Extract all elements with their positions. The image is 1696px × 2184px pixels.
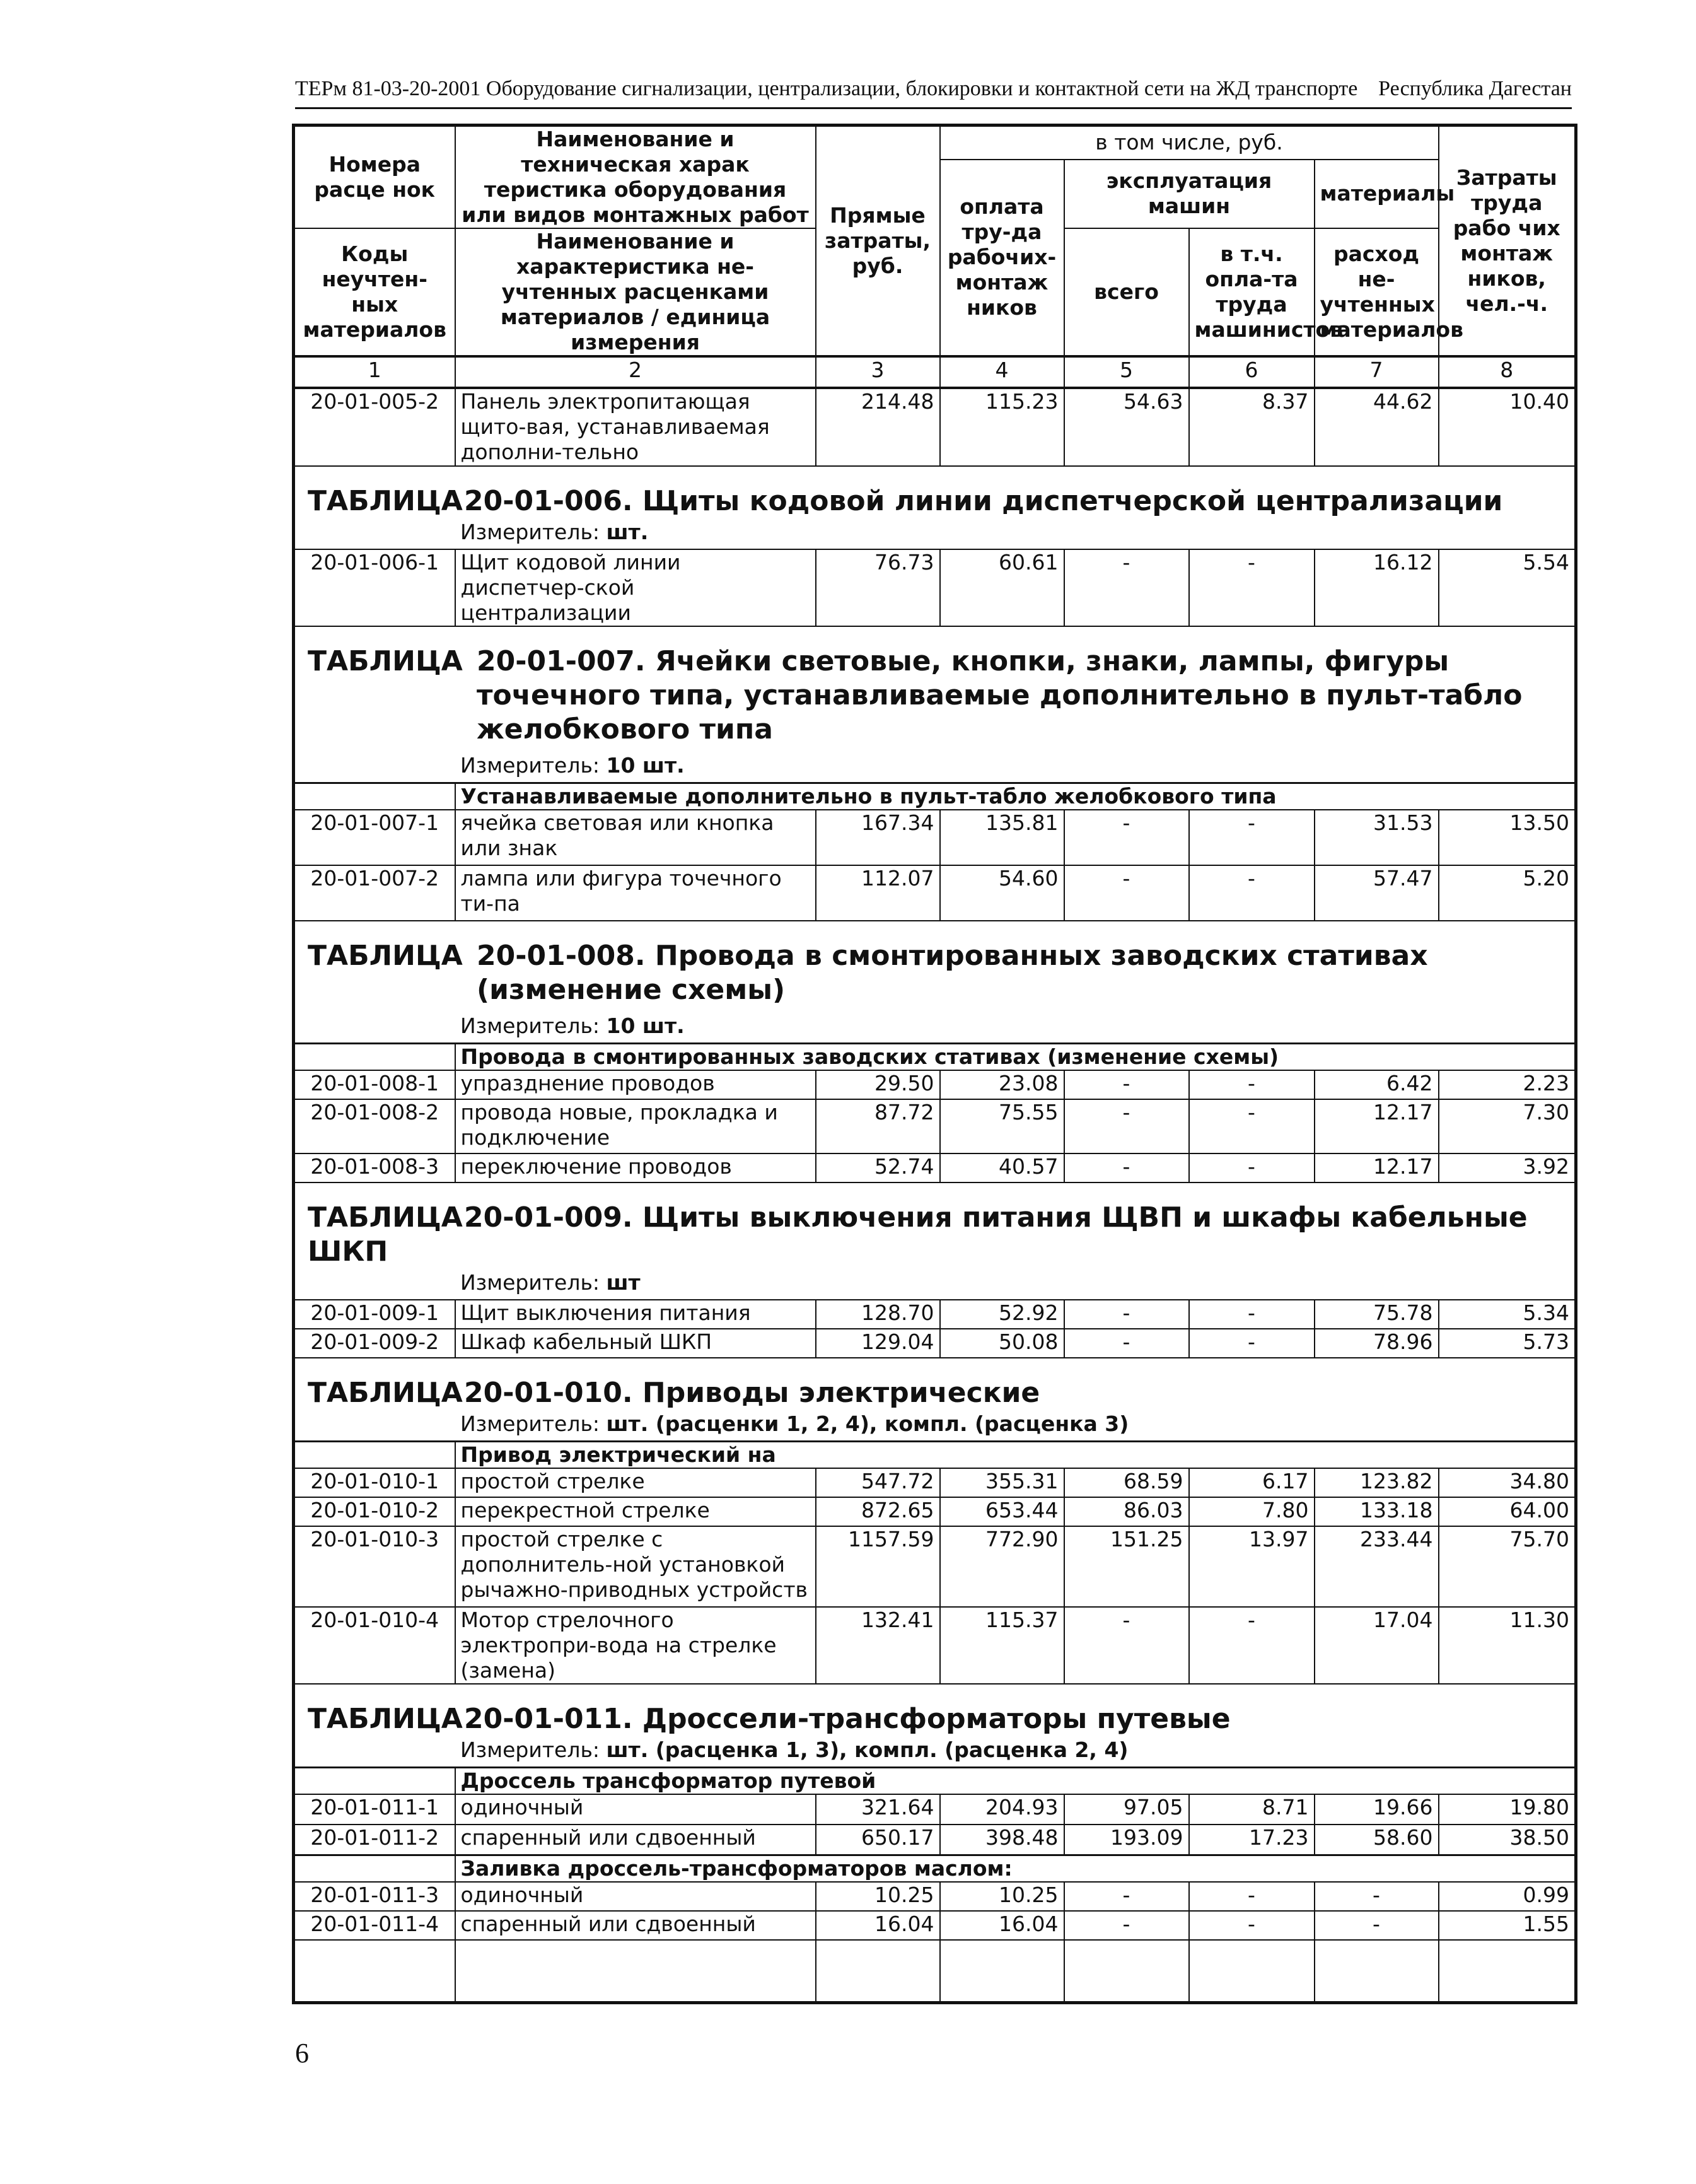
col-header-labor: Затраты труда рабо чих монтаж ников, чел.-ч. [1439, 126, 1576, 357]
materials: 133.18 [1315, 1497, 1439, 1526]
direct-cost: 87.72 [816, 1099, 940, 1153]
wages: 10.25 [940, 1882, 1064, 1911]
table-title-row [294, 1183, 1576, 1300]
machines-total: - [1064, 865, 1189, 921]
col-header-name: Наименование и техническая харак теристика оборудования или видов монтажных работ [455, 126, 816, 229]
col-header-machines: эксплуатация машин [1064, 160, 1315, 229]
operator-wages: 8.71 [1189, 1794, 1315, 1825]
table-row [294, 1794, 1576, 1825]
direct-cost: 321.64 [816, 1794, 940, 1825]
table-row [294, 1153, 1576, 1183]
materials: 12.17 [1315, 1099, 1439, 1153]
wages: 772.90 [940, 1526, 1064, 1607]
wages: 115.23 [940, 388, 1064, 466]
direct-cost: 214.48 [816, 388, 940, 466]
operator-wages: - [1189, 1911, 1315, 1940]
subhead-row [294, 783, 1576, 810]
col-header-group: в том числе, руб. [940, 126, 1439, 160]
table-title-row [294, 921, 1576, 1044]
unit-of-measure: Измеритель: 10 шт. [460, 753, 685, 778]
col-num: 5 [1064, 356, 1189, 388]
direct-cost: 872.65 [816, 1497, 940, 1526]
rate-name: спаренный или сдвоенный [455, 1825, 816, 1855]
operator-wages: - [1189, 1070, 1315, 1099]
materials: - [1315, 1882, 1439, 1911]
labor-hours: 5.34 [1439, 1300, 1576, 1329]
labor-hours: 0.99 [1439, 1882, 1576, 1911]
table-title-row [294, 466, 1576, 549]
machines-total: - [1064, 1882, 1189, 1911]
rate-code: 20-01-010-3 [294, 1526, 455, 1607]
subhead: Привод электрический на [455, 1442, 1576, 1469]
labor-hours: 1.55 [1439, 1911, 1576, 1940]
col-header-mat-code: Коды неучтен-ных материалов [294, 228, 455, 356]
col-header-mat-usage: расход не-учтенных материалов [1315, 228, 1439, 356]
subhead: Провода в смонтированных заводских стативах (изменение схемы) [455, 1044, 1576, 1071]
subhead-row [294, 1442, 1576, 1469]
table-row [294, 1497, 1576, 1526]
table-title-row [294, 1358, 1576, 1442]
labor-hours: 5.73 [1439, 1329, 1576, 1358]
rate-code: 20-01-009-2 [294, 1329, 455, 1358]
direct-cost: 650.17 [816, 1825, 940, 1855]
materials: 58.60 [1315, 1825, 1439, 1855]
labor-hours: 5.20 [1439, 865, 1576, 921]
subhead-row [294, 1855, 1576, 1882]
operator-wages: - [1189, 1099, 1315, 1153]
unit-of-measure: Измеритель: 10 шт. [460, 1013, 685, 1038]
materials: 16.12 [1315, 549, 1439, 626]
machines-total: - [1064, 1607, 1189, 1684]
operator-wages: 17.23 [1189, 1825, 1315, 1855]
table-row [294, 1882, 1576, 1911]
wages: 54.60 [940, 865, 1064, 921]
labor-hours: 3.92 [1439, 1153, 1576, 1183]
materials: 57.47 [1315, 865, 1439, 921]
col-num: 2 [455, 356, 816, 388]
table-title-row [294, 626, 1576, 783]
section-title: ТАБЛИЦА 20-01-007. Ячейки световые, кнопки, знаки, лампы, фигуры точечного типа, устанавливаемые дополнительно в пульт-табло желобкового типа [308, 645, 1523, 745]
col-num: 6 [1189, 356, 1315, 388]
header-row [294, 126, 1576, 160]
labor-hours: 2.23 [1439, 1070, 1576, 1099]
labor-hours: 11.30 [1439, 1607, 1576, 1684]
labor-hours: 7.30 [1439, 1099, 1576, 1153]
running-header [295, 74, 1572, 109]
operator-wages: - [1189, 1153, 1315, 1183]
subhead: Устанавливаемые дополнительно в пульт-табло желобкового типа [455, 783, 1576, 810]
wages: 16.04 [940, 1911, 1064, 1940]
wages: 50.08 [940, 1329, 1064, 1358]
direct-cost: 129.04 [816, 1329, 940, 1358]
header-title: ТЕРм 81-03-20-2001 Оборудование сигнализации, централизации, блокировки и контактной сети на ЖД транспорте [295, 77, 1358, 100]
machines-total: 54.63 [1064, 388, 1189, 466]
direct-cost: 1157.59 [816, 1526, 940, 1607]
rate-name: упразднение проводов [455, 1070, 816, 1099]
labor-hours: 34.80 [1439, 1468, 1576, 1497]
operator-wages: - [1189, 549, 1315, 626]
header-region: Республика Дагестан [1378, 77, 1572, 100]
wages: 653.44 [940, 1497, 1064, 1526]
rate-code: 20-01-008-1 [294, 1070, 455, 1099]
machines-total: - [1064, 1329, 1189, 1358]
machines-total: - [1064, 1911, 1189, 1940]
table-row [294, 865, 1576, 921]
machines-total: 97.05 [1064, 1794, 1189, 1825]
materials: 233.44 [1315, 1526, 1439, 1607]
machines-total: - [1064, 1099, 1189, 1153]
rate-name: перекрестной стрелке [455, 1497, 816, 1526]
subhead-row [294, 1044, 1576, 1071]
col-header-wages: оплата тру-да рабочих-монтаж ников [940, 160, 1064, 357]
table-row [294, 1911, 1576, 1940]
section-title: ТАБЛИЦА20-01-011. Дроссели-трансформаторы путевые [308, 1703, 1231, 1735]
rate-name: спаренный или сдвоенный [455, 1911, 816, 1940]
unit-of-measure: Измеритель: шт. (расценка 1, 3), компл. (расценка 2, 4) [460, 1737, 1129, 1762]
direct-cost: 16.04 [816, 1911, 940, 1940]
table-row [294, 549, 1576, 626]
machines-total: 68.59 [1064, 1468, 1189, 1497]
rate-name: Щит кодовой линии диспетчер-ской централизации [455, 549, 816, 626]
table-title-row [294, 1684, 1576, 1768]
col-num: 1 [294, 356, 455, 388]
table-row [294, 1526, 1576, 1607]
section-title: ТАБЛИЦА20-01-006. Щиты кодовой линии диспетчерской централизации [308, 485, 1503, 517]
direct-cost: 76.73 [816, 549, 940, 626]
rate-code: 20-01-011-2 [294, 1825, 455, 1855]
wages: 398.48 [940, 1825, 1064, 1855]
direct-cost: 112.07 [816, 865, 940, 921]
operator-wages: 8.37 [1189, 388, 1315, 466]
col-num: 4 [940, 356, 1064, 388]
machines-total: 193.09 [1064, 1825, 1189, 1855]
rate-code: 20-01-011-4 [294, 1911, 455, 1940]
machines-total: - [1064, 1300, 1189, 1329]
operator-wages: 7.80 [1189, 1497, 1315, 1526]
rate-code: 20-01-010-1 [294, 1468, 455, 1497]
wages: 135.81 [940, 810, 1064, 865]
unit-of-measure: Измеритель: шт. [460, 520, 649, 544]
empty-row [294, 1940, 1576, 2003]
materials: 31.53 [1315, 810, 1439, 865]
table-row [294, 1300, 1576, 1329]
rate-code: 20-01-008-3 [294, 1153, 455, 1183]
rate-name: переключение проводов [455, 1153, 816, 1183]
wages: 52.92 [940, 1300, 1064, 1329]
unit-of-measure: Измеритель: шт. (расценки 1, 2, 4), компл. (расценка 3) [460, 1411, 1129, 1436]
unit-of-measure: Измеритель: шт [460, 1270, 641, 1295]
wages: 23.08 [940, 1070, 1064, 1099]
col-header-direct: Прямые затраты, руб. [816, 126, 940, 357]
col-header-code: Номера расце нок [294, 126, 455, 229]
rates-table [292, 124, 1577, 2004]
wages: 75.55 [940, 1099, 1064, 1153]
rate-code: 20-01-005-2 [294, 388, 455, 466]
machines-total: - [1064, 810, 1189, 865]
rate-code: 20-01-008-2 [294, 1099, 455, 1153]
machines-total: - [1064, 549, 1189, 626]
operator-wages: 13.97 [1189, 1526, 1315, 1607]
labor-hours: 19.80 [1439, 1794, 1576, 1825]
operator-wages: - [1189, 1607, 1315, 1684]
col-num: 8 [1439, 356, 1576, 388]
col-header-mat-name: Наименование и характеристика не-учтенных расценками материалов / единица измерения [455, 228, 816, 356]
direct-cost: 132.41 [816, 1607, 940, 1684]
rate-code: 20-01-006-1 [294, 549, 455, 626]
table-row [294, 810, 1576, 865]
table-row [294, 1070, 1576, 1099]
operator-wages: - [1189, 1300, 1315, 1329]
materials: 44.62 [1315, 388, 1439, 466]
materials: 75.78 [1315, 1300, 1439, 1329]
rate-name: одиночный [455, 1794, 816, 1825]
rate-name: Панель электропитающая щито-вая, устанавливаемая дополни-тельно [455, 388, 816, 466]
section-title: ТАБЛИЦА20-01-010. Приводы электрические [308, 1377, 1040, 1409]
machines-total: - [1064, 1070, 1189, 1099]
table-row [294, 388, 1576, 466]
direct-cost: 52.74 [816, 1153, 940, 1183]
section-title: ТАБЛИЦА20-01-009. Щиты выключения питания ЩВП и шкафы кабельные ШКП [308, 1201, 1528, 1268]
operator-wages: 6.17 [1189, 1468, 1315, 1497]
operator-wages: - [1189, 810, 1315, 865]
wages: 115.37 [940, 1607, 1064, 1684]
rate-code: 20-01-009-1 [294, 1300, 455, 1329]
rate-code: 20-01-011-3 [294, 1882, 455, 1911]
materials: 6.42 [1315, 1070, 1439, 1099]
subhead: Дроссель трансформатор путевой [455, 1768, 1576, 1795]
table-row [294, 1329, 1576, 1358]
col-header-materials: материалы [1315, 160, 1439, 229]
rate-code: 20-01-011-1 [294, 1794, 455, 1825]
direct-cost: 128.70 [816, 1300, 940, 1329]
wages: 204.93 [940, 1794, 1064, 1825]
labor-hours: 38.50 [1439, 1825, 1576, 1855]
operator-wages: - [1189, 1329, 1315, 1358]
col-num: 7 [1315, 356, 1439, 388]
col-header-total: всего [1064, 228, 1189, 356]
column-number-row [294, 356, 1576, 388]
direct-cost: 10.25 [816, 1882, 940, 1911]
rate-name: лампа или фигура точечного ти-па [455, 865, 816, 921]
labor-hours: 10.40 [1439, 388, 1576, 466]
subhead-row [294, 1768, 1576, 1795]
labor-hours: 13.50 [1439, 810, 1576, 865]
table-row [294, 1825, 1576, 1855]
direct-cost: 29.50 [816, 1070, 940, 1099]
rate-name: одиночный [455, 1882, 816, 1911]
wages: 60.61 [940, 549, 1064, 626]
labor-hours: 75.70 [1439, 1526, 1576, 1607]
section-title: ТАБЛИЦА 20-01-008. Провода в смонтированных заводских стативах (изменение схемы) [308, 940, 1428, 1006]
rate-code: 20-01-010-2 [294, 1497, 455, 1526]
materials: 17.04 [1315, 1607, 1439, 1684]
rate-name: простой стрелке [455, 1468, 816, 1497]
wages: 355.31 [940, 1468, 1064, 1497]
materials: - [1315, 1911, 1439, 1940]
rates-table-frame [292, 124, 1574, 2016]
rate-code: 20-01-007-1 [294, 810, 455, 865]
materials: 19.66 [1315, 1794, 1439, 1825]
table-row [294, 1468, 1576, 1497]
rate-name: простой стрелке с дополнитель-ной установкой рычажно-приводных устройств [455, 1526, 816, 1607]
table-row [294, 1607, 1576, 1684]
machines-total: 151.25 [1064, 1526, 1189, 1607]
rate-name: Щит выключения питания [455, 1300, 816, 1329]
materials: 12.17 [1315, 1153, 1439, 1183]
wages: 40.57 [940, 1153, 1064, 1183]
machines-total: 86.03 [1064, 1497, 1189, 1526]
page-number: 6 [295, 2038, 309, 2069]
col-num: 3 [816, 356, 940, 388]
rate-name: ячейка световая или кнопка или знак [455, 810, 816, 865]
subhead: Заливка дроссель-трансформаторов маслом: [455, 1855, 1576, 1882]
rate-code: 20-01-007-2 [294, 865, 455, 921]
table-row [294, 1099, 1576, 1153]
operator-wages: - [1189, 1882, 1315, 1911]
rate-name: Шкаф кабельный ШКП [455, 1329, 816, 1358]
rate-name: провода новые, прокладка и подключение [455, 1099, 816, 1153]
machines-total: - [1064, 1153, 1189, 1183]
operator-wages: - [1189, 865, 1315, 921]
direct-cost: 167.34 [816, 810, 940, 865]
rate-name: Мотор стрелочного электропри-вода на стрелке (замена) [455, 1607, 816, 1684]
rate-code: 20-01-010-4 [294, 1607, 455, 1684]
materials: 123.82 [1315, 1468, 1439, 1497]
labor-hours: 64.00 [1439, 1497, 1576, 1526]
materials: 78.96 [1315, 1329, 1439, 1358]
labor-hours: 5.54 [1439, 549, 1576, 626]
direct-cost: 547.72 [816, 1468, 940, 1497]
col-header-operators: в т.ч. опла-та труда машинистов [1189, 228, 1315, 356]
